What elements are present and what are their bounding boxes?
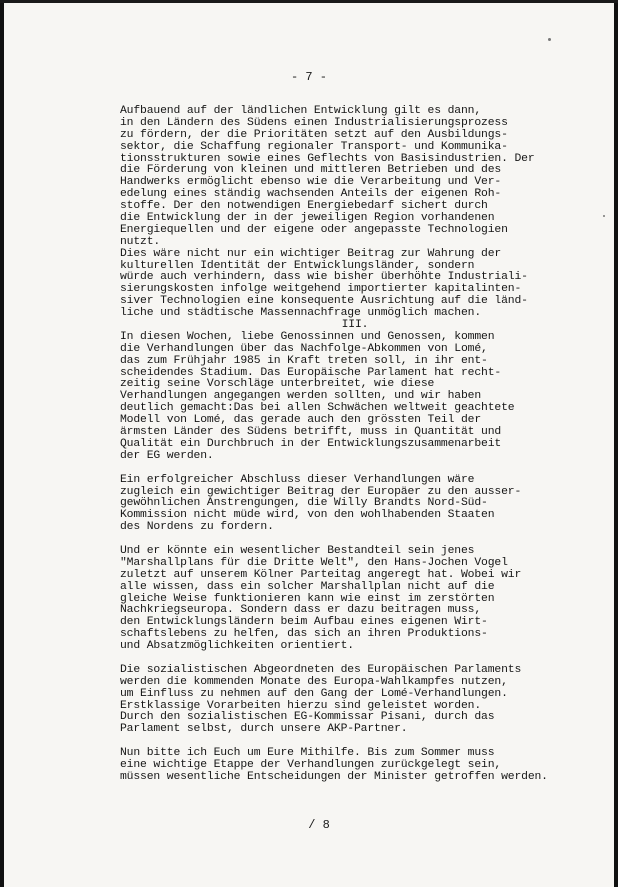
text-line: sierungskosten infolge weitgehend importierter kapitalinten- xyxy=(120,283,522,296)
text-line: edelung eines ständig wachsenden Anteils der eigenen Roh- xyxy=(120,188,502,201)
text-line: Die sozialistischen Abgeordneten des Europäischen Parlaments xyxy=(120,663,522,676)
text-line: Handwerks ermöglicht ebenso wie die Verarbeitung und Ver- xyxy=(120,176,502,189)
text-line: schaftslebens zu helfen, das sich an ihren Produktions- xyxy=(120,628,488,641)
text-line: Durch den sozialistischen EG-Kommissar Pisani, durch das xyxy=(120,711,495,724)
text-line: des Nordens zu fordern. xyxy=(120,521,274,534)
text-line: Verhandlungen angegangen werden sollten, und wir haben xyxy=(120,390,482,403)
text-line: Nachkriegseuropa. Sondern dass er dazu beitragen muss, xyxy=(120,604,482,617)
text-line: gewöhnlichen Anstrengungen, die Willy Brandts Nord-Süd- xyxy=(120,497,488,510)
text-line: tionsstrukturen sowie eines Geflechts von Basisindustrien. Der xyxy=(120,152,535,165)
paragraph xyxy=(120,475,550,534)
text-line: zuletzt auf unserem Kölner Parteitag angeregt hat. Wobei wir xyxy=(120,568,522,581)
text-line: die Entwicklung der in der jeweiligen Region vorhandenen xyxy=(120,212,495,225)
text-line: Dies wäre nicht nur ein wichtiger Beitrag zur Wahrung der xyxy=(120,247,502,260)
text-line: eine wichtige Etappe der Verhandlungen zurückgelegt sein, xyxy=(120,758,502,771)
scan-speck xyxy=(548,38,551,41)
text-line: gleiche Weise funktionieren kann wie einst im zerstörten xyxy=(120,592,495,605)
text-line: Aufbauend auf der ländlichen Entwicklung gilt es dann, xyxy=(120,105,482,117)
text-line: Kommission nicht müde wird, von den wohlhabenden Staaten xyxy=(120,509,495,522)
paragraph-gap xyxy=(120,463,550,475)
paragraph xyxy=(120,665,550,736)
text-line: ärmsten Länder des Südens betrifft, muss in Quantität und xyxy=(120,426,502,439)
text-line: In diesen Wochen, liebe Genossinnen und Genossen, kommen xyxy=(120,330,495,343)
text-line: die Verhandlungen über das Nachfolge-Abkommen von Lomé, xyxy=(120,342,488,355)
text-line: um Einfluss zu nehmen auf den Gang der Lomé-Verhandlungen. xyxy=(120,687,508,700)
paragraph xyxy=(120,748,550,784)
text-line: das zum Frühjahr 1985 in Kraft treten soll, in ihr ent- xyxy=(120,354,488,367)
text-line: würde auch verhindern, dass wie bisher überhöhte Industriali- xyxy=(120,271,528,284)
text-line: werden die kommenden Monate des Europa-Wahlkampfes nutzen, xyxy=(120,675,508,688)
text-line: zugleich ein gewichtiger Beitrag der Europäer zu den ausser- xyxy=(120,485,522,498)
text-line: Erstklassige Vorarbeiten hierzu sind geleistet worden. xyxy=(120,699,482,712)
text-line: kulturellen Identität der Entwicklungsländer, sondern xyxy=(120,259,475,272)
text-line: sektor, die Schaffung regionaler Transport- und Kommunika- xyxy=(120,140,508,153)
text-line: die Förderung von kleinen und mittleren Betrieben und des xyxy=(120,164,502,177)
scan-speck xyxy=(603,215,605,217)
text-line: "Marshallplans für die Dritte Welt", den Hans-Jochen Vogel xyxy=(120,556,508,569)
text-line: deutlich gemacht:Das bei allen Schwächen weltweit geachtete xyxy=(120,402,515,415)
paragraph xyxy=(120,332,550,463)
text-line: zeitig seine Vorschläge unterbreitet, wie diese xyxy=(120,378,435,391)
text-line: siver Technologien eine konsequente Ausrichtung auf die länd- xyxy=(120,295,528,308)
section-heading: III. xyxy=(341,319,369,332)
text-line: Modell von Lomé, das gerade auch den grössten Teil der xyxy=(120,414,482,427)
text-line: Qualität ein Durchbruch in der Entwicklungszusammenarbeit xyxy=(120,437,502,450)
text-line: der EG werden. xyxy=(120,449,214,462)
paragraph xyxy=(120,546,550,653)
text-line: und Absatzmöglichkeiten orientiert. xyxy=(120,640,354,653)
text-line: liche und städtische Massennachfrage unmöglich machen. xyxy=(120,307,482,320)
text-line: nutzt. xyxy=(120,235,161,248)
text-line: Parlament selbst, durch unsere AKP-Partner. xyxy=(120,723,408,736)
text-line: zu fördern, der die Prioritäten setzt auf den Ausbildungs- xyxy=(120,128,508,141)
text-line: Und er könnte ein wesentlicher Bestandteil sein jenes xyxy=(120,544,475,557)
text-line: in den Ländern des Südens einen Industrialisierungsprozess xyxy=(120,116,508,129)
page-number: - 7 - xyxy=(290,70,327,84)
continuation-marker: / 8 xyxy=(308,818,330,832)
text-line: Ein erfolgreicher Abschluss dieser Verhandlungen wäre xyxy=(120,473,475,486)
text-line: den Entwicklungsländern beim Aufbau eines eigenen Wirt- xyxy=(120,616,488,629)
text-line: Energiequellen und der eigene oder angepasste Technologien xyxy=(120,223,508,236)
text-line: stoffe. Der den notwendigen Energiebedarf sichert durch xyxy=(120,200,488,213)
paragraph xyxy=(120,106,550,320)
document-body xyxy=(120,106,550,784)
scan-edge xyxy=(0,0,618,3)
text-line: müssen wesentliche Entscheidungen der Minister getroffen werden. xyxy=(120,770,548,783)
text-line: scheidendes Stadium. Das Europäische Parlament hat recht- xyxy=(120,366,502,379)
text-line: Nun bitte ich Euch um Eure Mithilfe. Bis zum Sommer muss xyxy=(120,747,495,760)
text-line: alle wissen, dass ein solcher Marshallplan nicht auf die xyxy=(120,580,495,593)
